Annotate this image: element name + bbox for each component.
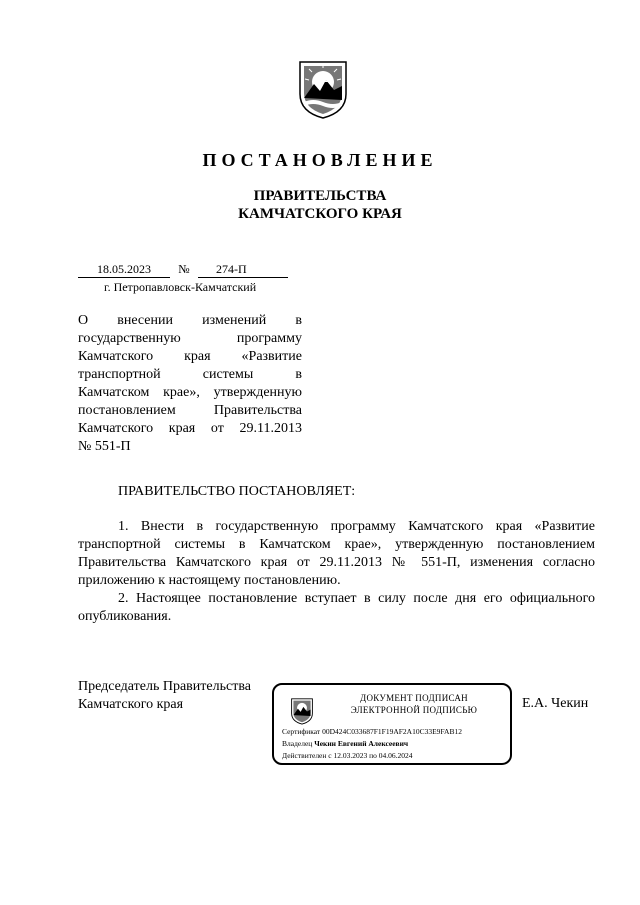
paragraph-1: 1. Внести в государственную программу Камчатского края «Развитие транспортной системы в Камчатском крае», утвержденную постановлением Правительства Камчатского края от 29.11.2013 № 551-П, изменения согласно приложению к настоящему постановлению.	[78, 519, 595, 588]
number-label: №	[178, 262, 190, 276]
document-meta	[78, 262, 288, 278]
subject-line: Камчатском крае», утвержденную	[78, 385, 302, 400]
document-city: г. Петропавловск-Камчатский	[104, 280, 257, 294]
valid-from-value: 12.03.2023	[333, 751, 368, 760]
signer-name: Е.А. Чекин	[522, 696, 589, 711]
paragraph-2: 2. Настоящее постановление вступает в силу после дня его официального опубликования.	[78, 591, 595, 624]
stamp-owner	[282, 739, 408, 748]
valid-to-label: по	[369, 751, 377, 760]
stamp-certificate	[282, 727, 462, 736]
subject-line: № 551-П	[78, 439, 131, 454]
subject-line: транспортной системы в	[78, 367, 302, 382]
owner-value: Чекин Евгений Алексеевич	[314, 739, 409, 748]
stamp-title-line-2: ЭЛЕКТРОННОЙ ПОДПИСЬЮ	[350, 705, 478, 715]
electronic-signature-stamp	[272, 683, 512, 765]
resolves-heading: ПРАВИТЕЛЬСТВО ПОСТАНОВЛЯЕТ:	[118, 484, 356, 499]
organization-line-2: КАМЧАТСКОГО КРАЯ	[238, 206, 402, 222]
coat-of-arms-icon	[298, 58, 348, 120]
signer-position	[78, 678, 251, 714]
subject-line: Камчатского края от 29.11.2013	[78, 421, 302, 436]
valid-from-label: Действителен с	[282, 751, 332, 760]
stamp-validity	[282, 751, 413, 760]
signer-position-line-2: Камчатского края	[78, 697, 184, 712]
certificate-value: 00D424C033687F1F19AF2A10C33E9FAB12	[322, 727, 462, 736]
valid-to-value: 04.06.2024	[378, 751, 413, 760]
subject-line: постановлением Правительства	[78, 403, 302, 418]
certificate-label: Сертификат	[282, 727, 321, 736]
owner-label: Владелец	[282, 739, 313, 748]
stamp-title-line-1: ДОКУМЕНТ ПОДПИСАН	[360, 693, 468, 703]
subject-line: Камчатского края «Развитие	[78, 349, 302, 364]
document-subject	[78, 312, 302, 456]
document-number: 274-П	[198, 262, 288, 278]
subject-line: государственную программу	[78, 331, 302, 346]
document-date: 18.05.2023	[78, 262, 170, 278]
signer-position-line-1: Председатель Правительства	[78, 679, 251, 694]
document-type-title: ПОСТАНОВЛЕНИЕ	[202, 150, 438, 170]
organization-line-1: ПРАВИТЕЛЬСТВА	[253, 188, 387, 204]
subject-line: О внесении изменений в	[78, 313, 302, 328]
stamp-coat-of-arms-icon	[290, 697, 314, 725]
